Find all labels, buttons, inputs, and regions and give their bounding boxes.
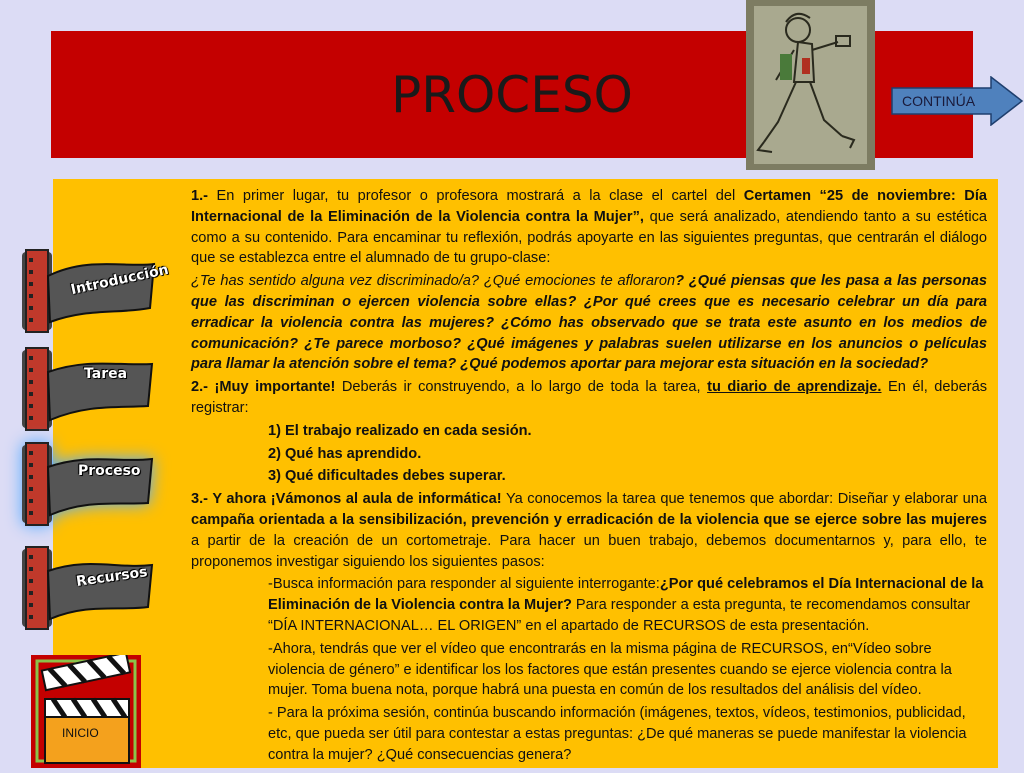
step-2-paragraph bbox=[191, 377, 987, 419]
step-3-text-b: Ya conocemos la tarea que tenemos que abordar: Diseñar y elaborar una bbox=[501, 491, 987, 508]
sub-step-2: -Ahora, tendrás que ver el vídeo que encontrarás en la misma página de RECURSOS, en“Vídeo sobre violencia de género” e identificar los los factores que están presentes cuando se ejerce violencia contra la mujer. Toma buena nota, porque habrá una puesta en común de los resultados del análisis del vídeo. bbox=[268, 640, 952, 699]
step-2-text-b: Deberás ir construyendo, a lo largo de toda la tarea, bbox=[335, 379, 708, 396]
nav-introduccion-button[interactable] bbox=[18, 248, 170, 336]
film-reel-icon bbox=[18, 545, 158, 633]
questions-text-b: ? ¿Qué piensas que les pasa a las personas que las discriminan o ejercen violencia sobre ellas? ¿Por qué crees que es necesario celebrar un día para erradicar la violencia contra las mujeres? ¿Cómo has observado que se trata este asunto en los medios de comunicación? ¿Te parece morboso? ¿Qué imágenes y palabras suelen utilizarse en los anuncios o películas para llamar la atención sobre el tema? ¿Qué podemos aportar para mejorar esta situación en la sociedad? bbox=[191, 273, 987, 373]
sub-step-1 bbox=[268, 574, 987, 636]
step-3-heading: 3.- Y ahora ¡Vámonos al aula de informática! bbox=[191, 491, 502, 508]
home-label: INICIO bbox=[62, 726, 99, 740]
page-title: PROCESO bbox=[391, 66, 633, 124]
nav-recursos-label: Recursos bbox=[75, 564, 149, 590]
campaign-description: campaña orientada a la sensibilización, prevención y erradicación de la violencia que se ejerce sobre las mujeres bbox=[191, 511, 987, 528]
clapperboard-icon bbox=[31, 655, 141, 768]
sub-step-1-text-a: -Busca información para responder al siguiente interrogante: bbox=[268, 576, 660, 593]
list-item-3: 3) Qué dificultades debes superar. bbox=[268, 468, 506, 485]
certamen-title: Certamen “25 de noviembre: Día Internacional de la Eliminación de la Violencia contra la Mujer”, bbox=[191, 188, 987, 225]
nav-proceso-button[interactable] bbox=[18, 441, 158, 529]
nav-proceso-label: Proceso bbox=[78, 463, 141, 479]
list-item bbox=[268, 421, 987, 442]
step-2-text-d: En él, deberás registrar: bbox=[191, 379, 987, 416]
list-item-1: 1) El trabajo realizado en cada sesión. bbox=[268, 422, 532, 439]
sub-step-1-text-c: Para responder a esta pregunta, te recomendamos consultar “DÍA INTERNACIONAL… EL ORIGEN” en el apartado de RECURSOS de esta presentación. bbox=[268, 597, 971, 634]
list-item bbox=[268, 466, 987, 487]
questions-text-a: ¿Te has sentido alguna vez discriminado/a? ¿Qué emociones te afloraron bbox=[191, 273, 676, 290]
step-1-number: 1.- bbox=[191, 188, 209, 204]
list-item bbox=[268, 444, 987, 465]
sub-step-1-question: ¿Por qué celebramos el Día Internacional de la Eliminación de la Violencia contra la Mujer? bbox=[268, 576, 984, 614]
step-3-text-d: a partir de la creación de un cortometraje. Para hacer un buen trabajo, debemos documentarnos y, para ello, te proponemos investigar siguiendo los siguientes pasos: bbox=[191, 532, 987, 570]
step-3-paragraph bbox=[191, 489, 987, 572]
sketch-figure-image bbox=[746, 0, 875, 170]
sub-step-3: - Para la próxima sesión, continúa buscando información (imágenes, textos, vídeos, testimonios, publicidad, etc, que pueda ser útil para contestar a estas preguntas: ¿De qué maneras se puede manifestar la violencia contra la mujer? ¿Qué consecuencias genera? bbox=[268, 705, 967, 763]
learning-diary-link: tu diario de aprendizaje. bbox=[707, 379, 882, 396]
nav-tarea-button[interactable] bbox=[18, 346, 158, 434]
list-item-2: 2) Qué has aprendido. bbox=[268, 445, 422, 462]
film-reel-icon bbox=[18, 346, 158, 434]
film-reel-icon bbox=[18, 441, 158, 529]
instructions-text bbox=[191, 186, 987, 768]
nav-introduccion-label: Introducción bbox=[69, 261, 170, 299]
step-1-paragraph bbox=[191, 186, 987, 269]
nav-recursos-button[interactable] bbox=[18, 545, 158, 633]
continue-label: CONTINÚA bbox=[902, 93, 976, 109]
nav-tarea-label: Tarea bbox=[84, 366, 128, 382]
questions-paragraph bbox=[191, 271, 987, 375]
step-1-text-a: En primer lugar, tu profesor o profesora mostrará a la clase el cartel del bbox=[208, 188, 744, 204]
step-1-text-c: que será analizado, atendiendo tanto a su estética como a su contenido. Para encaminar tu reflexión, podrás apoyarte en las siguientes preguntas, que centrarán el diálogo que se establezca entre el alumnado de tu grupo-clase: bbox=[191, 208, 987, 267]
step-2-heading: 2.- ¡Muy importante! bbox=[191, 379, 336, 396]
